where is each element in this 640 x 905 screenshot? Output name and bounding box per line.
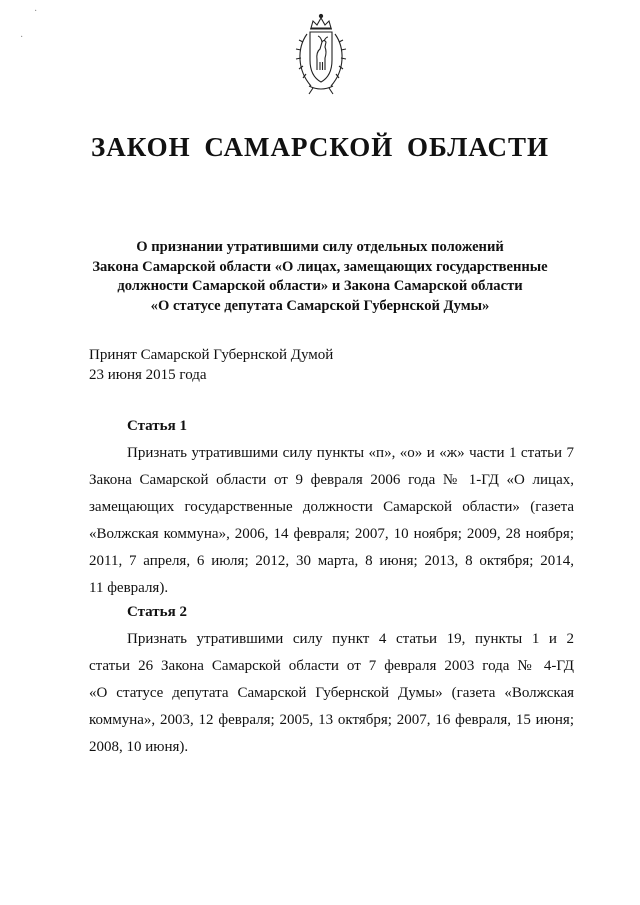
article-line: замещающих государственные должности Самарской области» (газета: [89, 499, 574, 515]
adoption-info: [89, 346, 333, 385]
article-line: статьи 26 Закона Самарской области от 7 февраля 2003 года № 4-ГД: [89, 658, 574, 674]
article-line: коммуна», 2003, 12 февраля; 2005, 13 октября; 2007, 16 февраля, 15 июня;: [89, 712, 574, 728]
scan-speck: ·: [20, 32, 24, 43]
subject-line: должности Самарской области» и Закона Самарской области: [117, 278, 523, 294]
article-line: «Волжская коммуна», 2006, 14 февраля; 2007, 10 ноября; 2009, 28 ноября;: [89, 526, 574, 542]
article-line: Закона Самарской области от 9 февраля 2006 года № 1-ГД «О лицах,: [89, 472, 574, 488]
samara-coat-of-arms-icon: [291, 12, 351, 96]
law-subject: [70, 238, 570, 316]
article-2-heading: Статья 2: [127, 604, 187, 620]
subject-line: «О статусе депутата Самарской Губернской Думы»: [150, 297, 490, 314]
adoption-date: 23 июня 2015 года: [89, 366, 207, 383]
article-1-text: [89, 440, 574, 602]
article-1-heading: Статья 1: [127, 418, 187, 434]
adopted-by: Принят Самарской Губернской Думой: [89, 347, 334, 363]
article-line: 11 февраля).: [89, 580, 169, 596]
article-2-text: [89, 626, 574, 761]
article-line: 2008, 10 июня).: [89, 739, 189, 755]
law-title: ЗАКОН САМАРСКОЙ ОБЛАСТИ: [91, 132, 549, 162]
article-line: 2011, 7 апреля, 6 июля; 2012, 30 марта, 8 июня; 2013, 8 октября; 2014,: [89, 553, 574, 569]
subject-line: О признании утратившими силу отдельных положений: [136, 239, 504, 255]
scan-speck: ·: [34, 6, 38, 17]
subject-line: Закона Самарской области «О лицах, замещающих государственные: [92, 258, 548, 275]
article-line: «О статусе депутата Самарской Губернской Думы» (газета «Волжская: [89, 685, 574, 701]
article-line: Признать утратившими силу пункты «п», «о» и «ж» части 1 статьи 7: [127, 445, 574, 461]
article-line: Признать утратившими силу пункт 4 статьи 19, пункты 1 и 2: [127, 631, 574, 647]
